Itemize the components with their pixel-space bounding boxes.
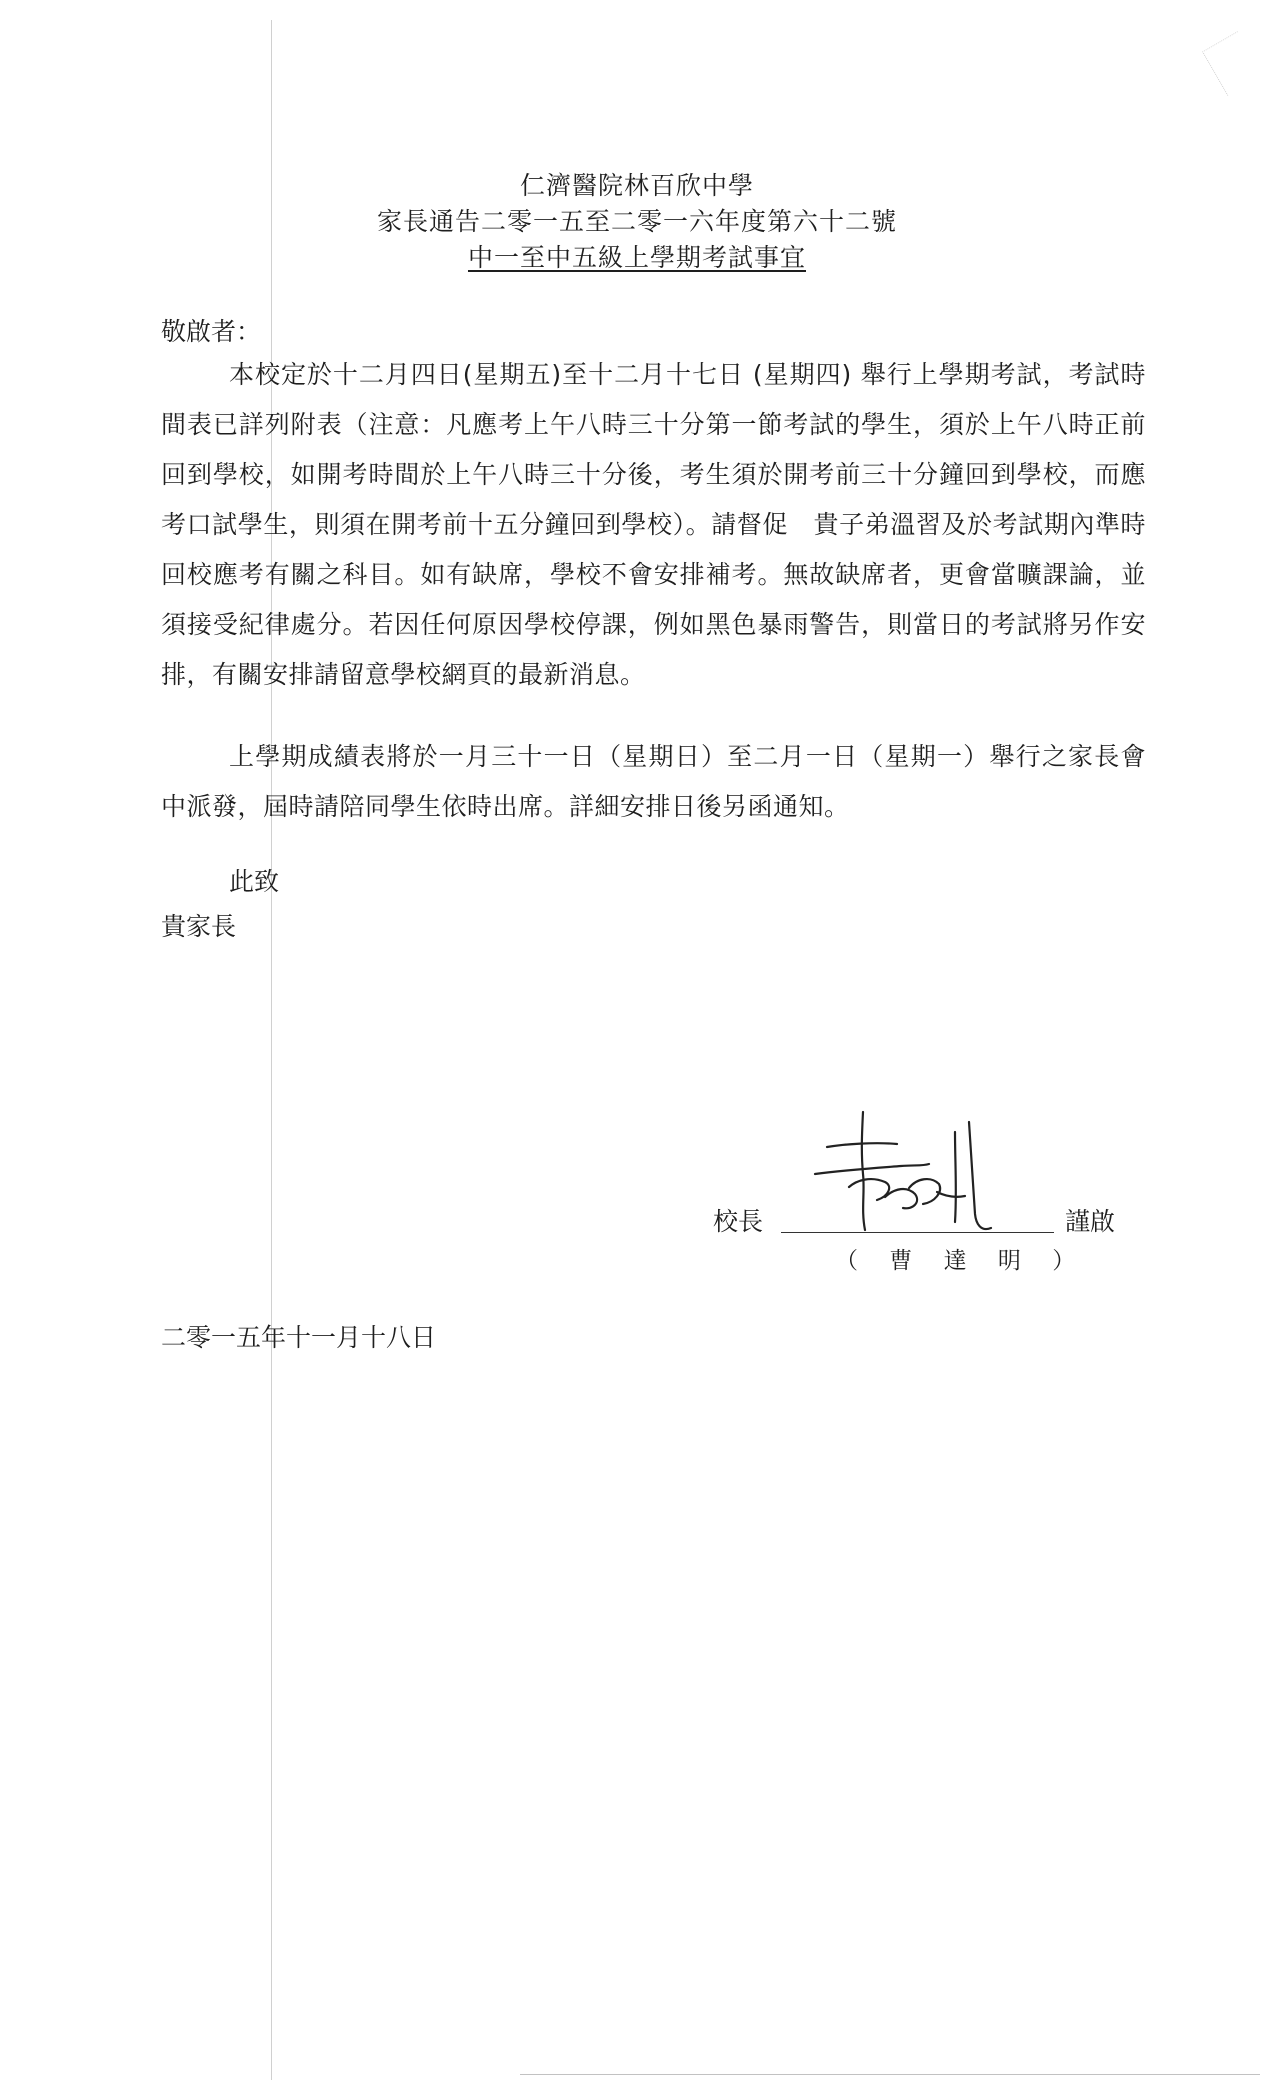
school-name: 仁濟醫院林百欣中學	[519, 171, 754, 200]
signature-line	[781, 1232, 1054, 1233]
scan-artifact-bottom-line	[520, 2074, 1260, 2075]
principal-title: 校長	[713, 1207, 764, 1236]
signature-block	[713, 1092, 1133, 1282]
notice-number: 家長通告二零一五至二零一六年度第六十二號	[376, 207, 897, 236]
body-paragraph-report: 上學期成績表將於一月三十一日（星期日）至二月一日（星期一）舉行之家長會中派發，屆時請陪同學生依時出席。詳細安排日後另函通知。	[161, 742, 1146, 821]
principal-signature	[805, 1092, 1005, 1242]
scan-artifact-line	[271, 20, 272, 2080]
salutation: 敬啟者：	[161, 317, 262, 346]
notice-subject: 中一至中五級上學期考試事宜	[467, 243, 806, 272]
body-paragraph-exam: 本校定於十二月四日(星期五)至十二月十七日 (星期四) 舉行上學期考試，考試時間表已詳列附表（注意：凡應考上午八時三十分第一節考試的學生，須於上午八時正前回到學校，如開考時間於上午八時三十分後，考生須於開考前三十分鐘回到學校，而應考口試學生，則須在開考前十五分鐘回到學校）。請督促 貴子弟溫習及於考試期內準時回校應考有關之科目。如有缺席，學校不會安排補考。無故缺席者，更會當曠課論，並須接受紀律處分。若因任何原因學校停課，例如黑色暴雨警告，則當日的考試將另作安排，有關安排請留意學校網頁的最新消息。	[161, 360, 1146, 689]
recipient: 貴家長	[161, 912, 237, 941]
scan-artifact-corner	[1202, 31, 1263, 96]
principal-name: （ 曹 達 明 ）	[835, 1248, 1088, 1274]
notice-header	[0, 168, 1274, 276]
closing-phrase: 此致	[229, 867, 280, 896]
notice-date: 二零一五年十一月十八日	[161, 1323, 437, 1352]
respectfully-label: 謹啟	[1065, 1207, 1116, 1236]
